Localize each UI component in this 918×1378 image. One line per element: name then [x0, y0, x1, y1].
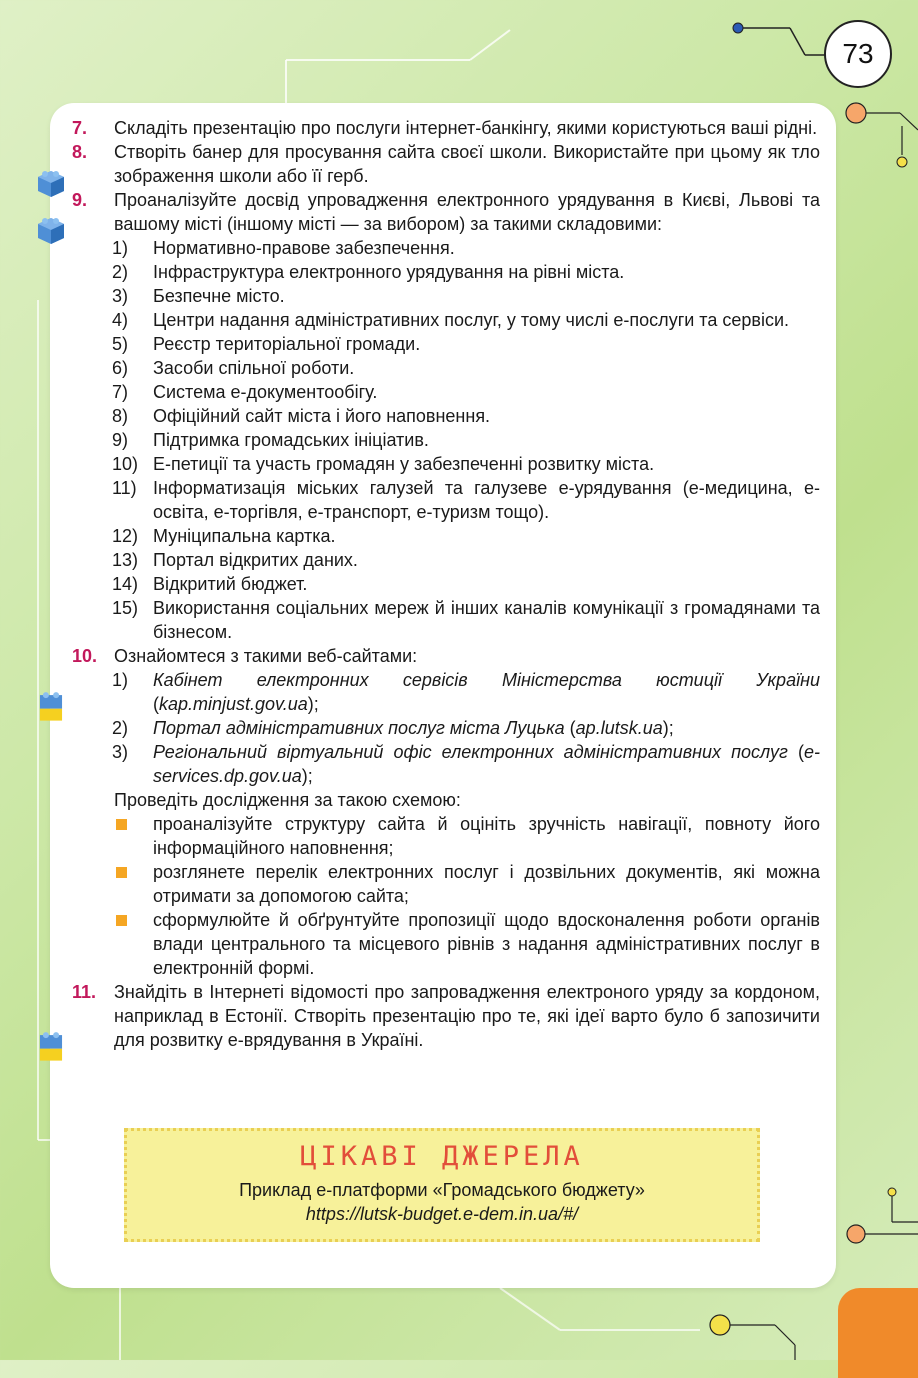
list-item: [50, 428, 820, 452]
page-number: 73: [824, 20, 892, 88]
list-item-number: 1): [112, 238, 129, 258]
list-item: [50, 404, 820, 428]
open-paren: (: [569, 718, 576, 738]
task-number: 11.: [72, 982, 97, 1002]
task-text: Складіть презентацію про послуги інтернет-банкінгу, якими користуються ваші рідні.: [114, 118, 818, 138]
square-bullet-icon: [116, 819, 127, 830]
task-7: [50, 116, 820, 140]
bullet-text: розглянете перелік електронних послуг і дозвільних документів, які можна отримати за допомогою сайта;: [153, 862, 820, 906]
open-paren: (: [153, 694, 159, 714]
website-url[interactable]: e-services.dp.gov.ua: [153, 742, 820, 786]
list-item-text: Система е-документообігу.: [153, 382, 378, 402]
list-item-number: 3): [112, 742, 129, 762]
list-item-number: 15): [112, 598, 139, 618]
list-item-number: 6): [112, 358, 129, 378]
list-item-number: 9): [112, 430, 129, 450]
list-item-number: 7): [112, 382, 129, 402]
list-item-number: 10): [112, 454, 139, 474]
task-9-items: [50, 236, 820, 644]
list-item: [50, 380, 820, 404]
list-item-text: Реєстр територіальної громади.: [153, 334, 421, 354]
list-item-number: 3): [112, 286, 129, 306]
list-item-text: Відкритий бюджет.: [153, 574, 308, 594]
list-item: [50, 260, 820, 284]
list-item-number: 11): [112, 478, 137, 498]
task-10: [50, 644, 820, 668]
task-number: 7.: [72, 118, 88, 138]
list-item-number: 8): [112, 406, 129, 426]
close-paren: );: [662, 718, 674, 738]
bullet-item: [50, 812, 820, 860]
bullet-item: [50, 908, 820, 980]
tasks-list: [50, 116, 820, 1052]
sources-link[interactable]: https://lutsk-budget.e-dem.in.ua/#/: [305, 1204, 579, 1224]
list-item-number: 14): [112, 574, 139, 594]
list-item: [50, 308, 820, 332]
list-item-number: 2): [112, 718, 129, 738]
list-item-number: 1): [112, 670, 129, 690]
bullet-text: сформулюйте й обґрунтуйте пропозиції щодо вдосконалення роботи органів влади центрального та місцевого рівнів з надання адміністративних послуг в електронній формі.: [153, 910, 820, 978]
task-8: [50, 140, 820, 188]
list-item-number: 2): [112, 262, 129, 282]
sources-title: ЦІКАВІ ДЖЕРЕЛА: [300, 1141, 584, 1172]
list-item-number: 4): [112, 310, 129, 330]
task-9: [50, 188, 820, 236]
bullet-text: проаналізуйте структуру сайта й оцініть зручність навігації, повноту його інформаційного наповнення;: [153, 814, 820, 858]
bullet-item: [50, 860, 820, 908]
website-name: Регіональний віртуальний офіс електронних адміністративних послуг: [153, 742, 788, 762]
open-paren: (: [797, 742, 804, 762]
list-item: [50, 332, 820, 356]
list-item: [50, 452, 820, 476]
scheme-intro: Проведіть дослідження за такою схемою:: [114, 790, 461, 810]
task-number: 10.: [72, 646, 98, 666]
task-11: [50, 980, 820, 1052]
website-name: Кабінет електронних сервісів Міністерства юстиції України: [153, 670, 820, 690]
page-corner-tab: [838, 1288, 918, 1378]
task-text: Створіть банер для просування сайта своєї школи. Використайте при цьому як тло зображення школи або її герб.: [114, 142, 820, 186]
sources-description: Приклад е-платформи «Громадського бюджету»: [239, 1180, 645, 1200]
list-item: [50, 596, 820, 644]
square-bullet-icon: [116, 867, 127, 878]
task-text: Знайдіть в Інтернеті відомості про запровадження електроного уряду за кордоном, наприклад в Естонії. Створіть презентацію про те, які ідеї варто було б запозичити для розвитку е-врядування в Україні.: [114, 982, 820, 1050]
list-item-text: Офіційний сайт міста і його наповнення.: [153, 406, 491, 426]
task-number: 8.: [72, 142, 88, 162]
list-item-text: Е-петиції та участь громадян у забезпеченні розвитку міста.: [153, 454, 655, 474]
website-url[interactable]: ap.lutsk.ua: [575, 718, 663, 738]
interesting-sources-box: [124, 1128, 760, 1242]
list-item: [50, 524, 820, 548]
task-10-sites: [50, 668, 820, 788]
list-item-number: 12): [112, 526, 139, 546]
website-item: [50, 668, 820, 716]
list-item-text: Нормативно-правове забезпечення.: [153, 238, 455, 258]
list-item: [50, 476, 820, 524]
website-url[interactable]: kap.minjust.gov.ua: [159, 694, 308, 714]
task-number: 9.: [72, 190, 88, 210]
website-item: [50, 716, 820, 740]
list-item-text: Муніципальна картка.: [153, 526, 336, 546]
website-name: Портал адміністративних послуг міста Луцька: [153, 718, 565, 738]
list-item-text: Центри надання адміністративних послуг, у тому числі е-послуги та сервіси.: [153, 310, 790, 330]
list-item-text: Інфраструктура електронного урядування на рівні міста.: [153, 262, 625, 282]
list-item: [50, 548, 820, 572]
list-item-text: Використання соціальних мереж й інших каналів комунікації з громадянами та бізнесом.: [153, 598, 820, 642]
list-item: [50, 572, 820, 596]
square-bullet-icon: [116, 915, 127, 926]
task-text: Проаналізуйте досвід упровадження електронного урядування в Києві, Львові та вашому місті (іншому місті — за вибором) за такими складовими:: [114, 190, 820, 234]
list-item-number: 5): [112, 334, 129, 354]
close-paren: );: [301, 766, 313, 786]
list-item-text: Засоби спільної роботи.: [153, 358, 355, 378]
website-item: [50, 740, 820, 788]
list-item-text: Підтримка громадських ініціатив.: [153, 430, 429, 450]
task-10-bullets: [50, 812, 820, 980]
list-item: [50, 236, 820, 260]
list-item-text: Безпечне місто.: [153, 286, 285, 306]
list-item: [50, 356, 820, 380]
list-item-text: Інформатизація міських галузей та галузеве е-урядування (е-медицина, е-освіта, е-торгівля, е-транспорт, е-туризм тощо).: [153, 478, 820, 522]
task-text: Ознайомтеся з такими веб-сайтами:: [114, 646, 418, 666]
list-item-text: Портал відкритих даних.: [153, 550, 358, 570]
list-item: [50, 284, 820, 308]
close-paren: );: [307, 694, 319, 714]
list-item-number: 13): [112, 550, 139, 570]
